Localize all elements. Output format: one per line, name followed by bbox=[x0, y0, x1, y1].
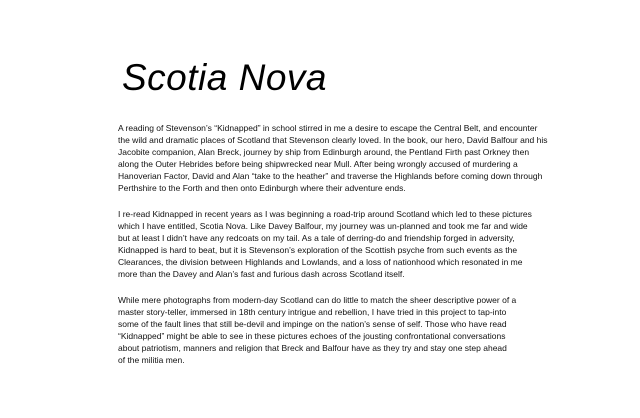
text-line: Jacobite companion, Alan Breck, journey by ship from Edinburgh around, the Pentland Firth past Orkney then bbox=[118, 147, 530, 157]
page-title: Scotia Nova bbox=[122, 57, 327, 98]
text-line: Kidnapped is hard to beat, but it is Stevenson’s exploration of the Scottish psyche from such events as the bbox=[118, 245, 518, 255]
text-line: the wild and dramatic places of Scotland that Stevenson clearly loved. In the book, our hero, David Balfour and his bbox=[118, 135, 548, 145]
text-line: about patriotism, manners and religion that Breck and Balfour have as they try and stay one step ahead bbox=[118, 343, 507, 353]
text-line: “Kidnapped” might be able to see in these pictures echoes of the jousting confrontational conversations bbox=[118, 331, 506, 341]
text-line: some of the fault lines that still be-devil and impinge on the nation’s sense of self. Those who have read bbox=[118, 319, 507, 329]
text-line: of the militia men. bbox=[118, 355, 185, 365]
text-line: more than the Davey and Alan’s fast and furious dash across Scotland itself. bbox=[118, 269, 405, 279]
paragraph-1 bbox=[118, 122, 588, 194]
text-line: along the Outer Hebrides before being shipwrecked near Mull. After being wrongly accused of murdering a bbox=[118, 159, 518, 169]
text-line: Perthshire to the Forth and then onto Edinburgh where their adventure ends. bbox=[118, 183, 406, 193]
body-text bbox=[118, 122, 588, 380]
text-line: Hanoverian Factor, David and Alan “take to the heather” and traverse the Highlands before coming down through bbox=[118, 171, 543, 181]
text-line: Clearances, the division between Highlands and Lowlands, and a loss of nationhood which resonated in me bbox=[118, 257, 523, 267]
text-line: which I have entitled, Scotia Nova. Like Davey Balfour, my journey was un-planned and took me far and wide bbox=[118, 221, 528, 231]
text-line: but at least I didn’t have any redcoats on my tail. As a tale of derring-do and friendship forged in adversity, bbox=[118, 233, 515, 243]
text-line: A reading of Stevenson’s “Kidnapped” in school stirred in me a desire to escape the Central Belt, and encounter bbox=[118, 123, 538, 133]
text-line: While mere photographs from modern-day Scotland can do little to match the sheer descriptive power of a bbox=[118, 295, 517, 305]
paragraph-2 bbox=[118, 208, 588, 280]
paragraph-3 bbox=[118, 294, 588, 366]
text-line: master story-teller, immersed in 18th century intrigue and rebellion, I have tried in this project to tap-into bbox=[118, 307, 507, 317]
text-line: I re-read Kidnapped in recent years as I was beginning a road-trip around Scotland which led to these pictures bbox=[118, 209, 532, 219]
